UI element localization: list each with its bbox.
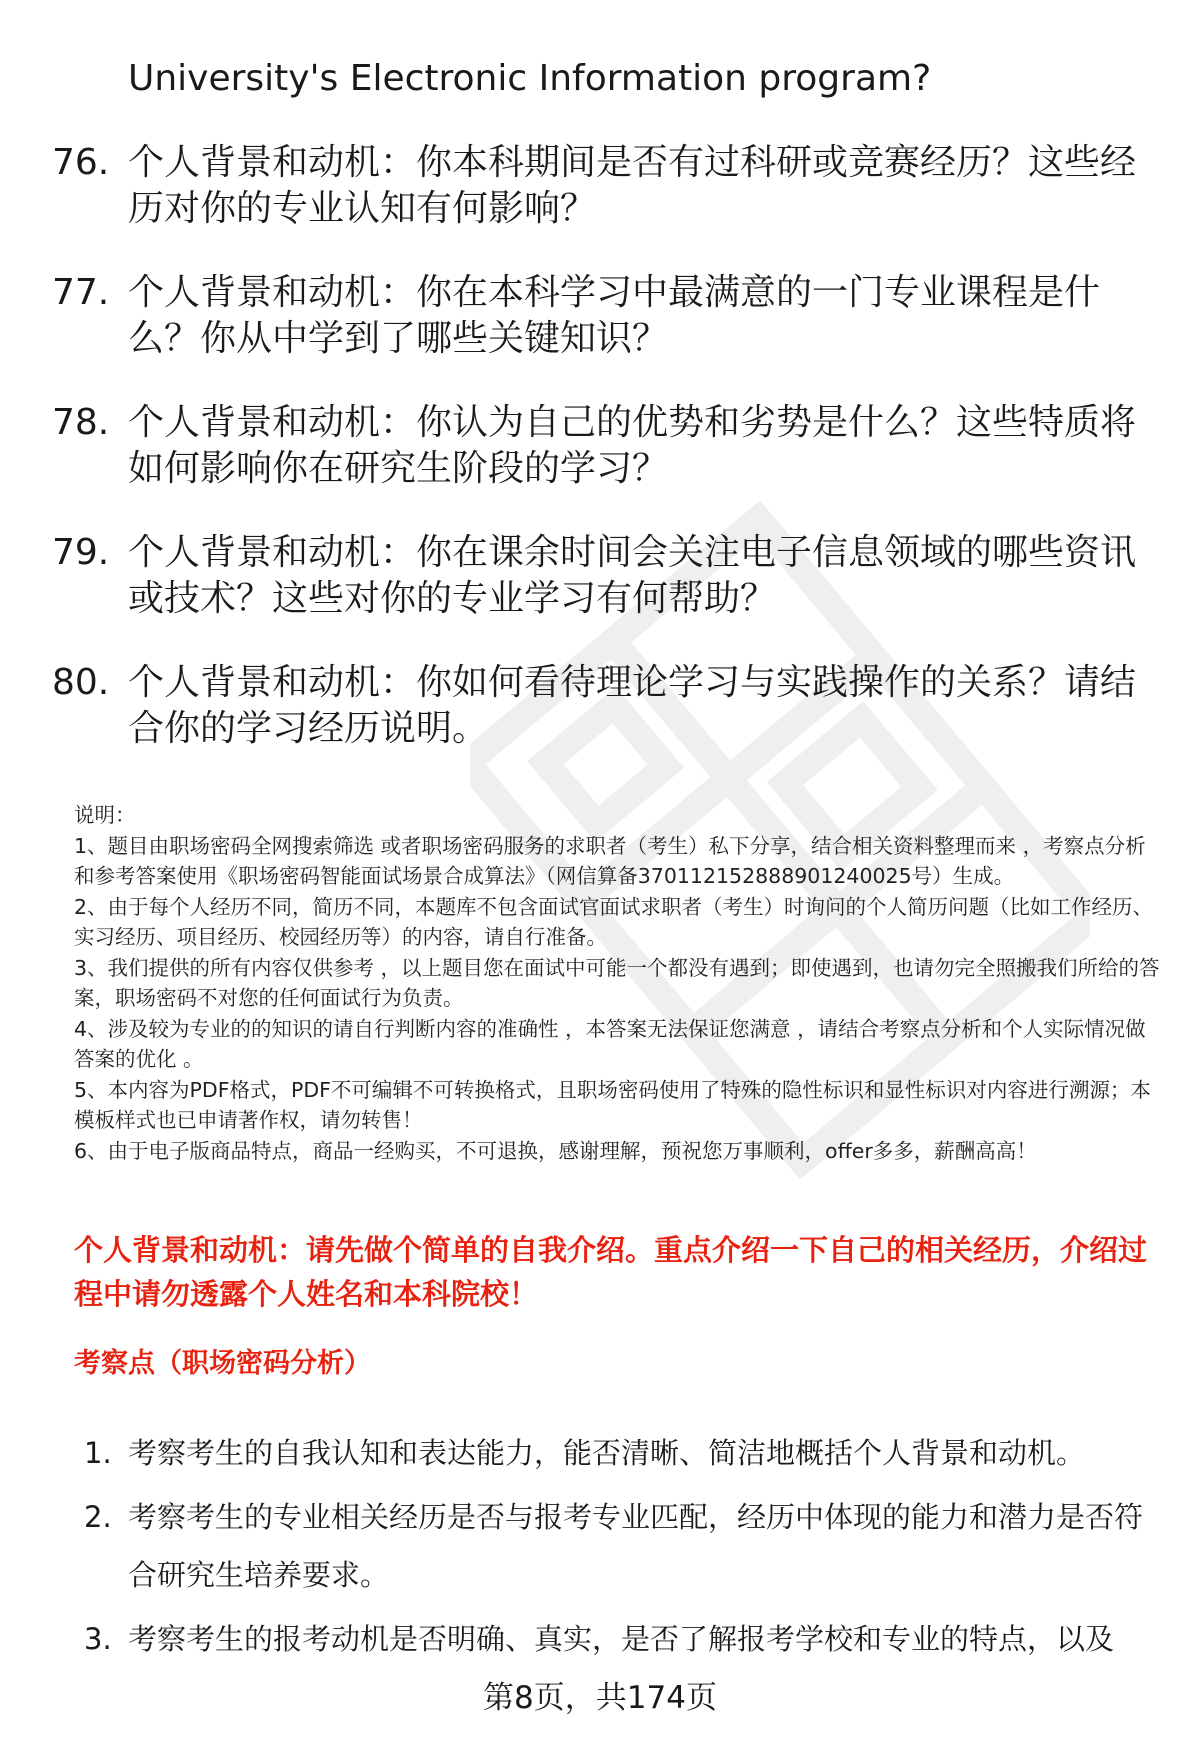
point-text: 考察考生的自我认知和表达能力，能否清晰、简洁地概括个人背景和动机。 (128, 1436, 1086, 1470)
note-item: 2、由于每个人经历不同，简历不同，本题库不包含面试官面试求职者（考生）时询问的个人简历问题（比如工作经历、实习经历、项目经历、校园经历等）的内容，请自行准备。 (74, 894, 1154, 949)
notes-section (74, 800, 1162, 1166)
question-number: 77. (52, 272, 110, 313)
question-text: 个人背景和动机：你在本科学习中最满意的一门专业课程是什么？你从中学到了哪些关键知识？ (128, 272, 1101, 359)
note-item: 3、我们提供的所有内容仅供参考 ，以上题目您在面试中可能一个都没有遇到；即使遇到，也请勿完全照搬我们所给的答案，职场密码不对您的任何面试行为负责。 (74, 955, 1160, 1010)
continuation-line: University's Electronic Information program? (128, 58, 932, 99)
question-text: 个人背景和动机：你认为自己的优势和劣势是什么？这些特质将如何影响你在研究生阶段的学习？ (128, 402, 1137, 489)
point-number: 1. (84, 1436, 112, 1470)
list-item (52, 140, 1152, 232)
page-footer: 第8页，共174页 (483, 1680, 717, 1716)
notes-title: 说明： (74, 803, 136, 827)
question-number: 76. (52, 142, 110, 183)
featured-question: 个人背景和动机：请先做个简单的自我介绍。重点介绍一下自己的相关经历，介绍过程中请勿透露个人姓名和本科院校！ (74, 1233, 1148, 1311)
point-number: 3. (84, 1622, 112, 1656)
list-item (52, 270, 1152, 362)
list-item (84, 1610, 1164, 1668)
note-item: 6、由于电子版商品特点，商品一经购买，不可退换，感谢理解，预祝您万事顺利，offer多多，薪酬高高！ (74, 1138, 1037, 1163)
point-text: 考察考生的报考动机是否明确、真实，是否了解报考学校和专业的特点，以及 (128, 1622, 1115, 1656)
list-item (52, 400, 1152, 492)
list-item (52, 530, 1152, 622)
question-text: 个人背景和动机：你如何看待理论学习与实践操作的关系？请结合你的学习经历说明。 (128, 662, 1137, 749)
list-item (52, 660, 1152, 752)
question-text: 个人背景和动机：你在课余时间会关注电子信息领域的哪些资讯或技术？这些对你的专业学习有何帮助？ (128, 532, 1137, 619)
point-number: 2. (84, 1500, 112, 1534)
question-number: 79. (52, 532, 110, 573)
analysis-list (84, 1424, 1164, 1674)
question-number: 80. (52, 662, 110, 703)
analysis-heading: 考察点（职场密码分析） (74, 1348, 371, 1379)
question-text: 个人背景和动机：你本科期间是否有过科研或竞赛经历？这些经历对你的专业认知有何影响？ (128, 142, 1137, 229)
list-item (84, 1424, 1164, 1482)
question-list (52, 140, 1152, 790)
list-item (84, 1488, 1164, 1604)
note-item: 5、本内容为PDF格式，PDF不可编辑不可转换格式，且职场密码使用了特殊的隐性标识和显性标识对内容进行溯源；本模板样式也已申请著作权，请勿转售！ (74, 1077, 1151, 1132)
point-text: 考察考生的专业相关经历是否与报考专业匹配，经历中体现的能力和潜力是否符合研究生培养要求。 (128, 1500, 1144, 1592)
note-item: 4、涉及较为专业的的知识的请自行判断内容的准确性 ，本答案无法保证您满意 ，请结合考察点分析和个人实际情况做答案的优化 。 (74, 1016, 1146, 1071)
question-number: 78. (52, 402, 110, 443)
note-item: 1、题目由职场密码全网搜索筛选 或者职场密码服务的求职者（考生）私下分享，结合相关资料整理而来 ，考察点分析和参考答案使用《职场密码智能面试场景合成算法》（网信算备370112152888901240025号）生成。 (74, 833, 1146, 888)
